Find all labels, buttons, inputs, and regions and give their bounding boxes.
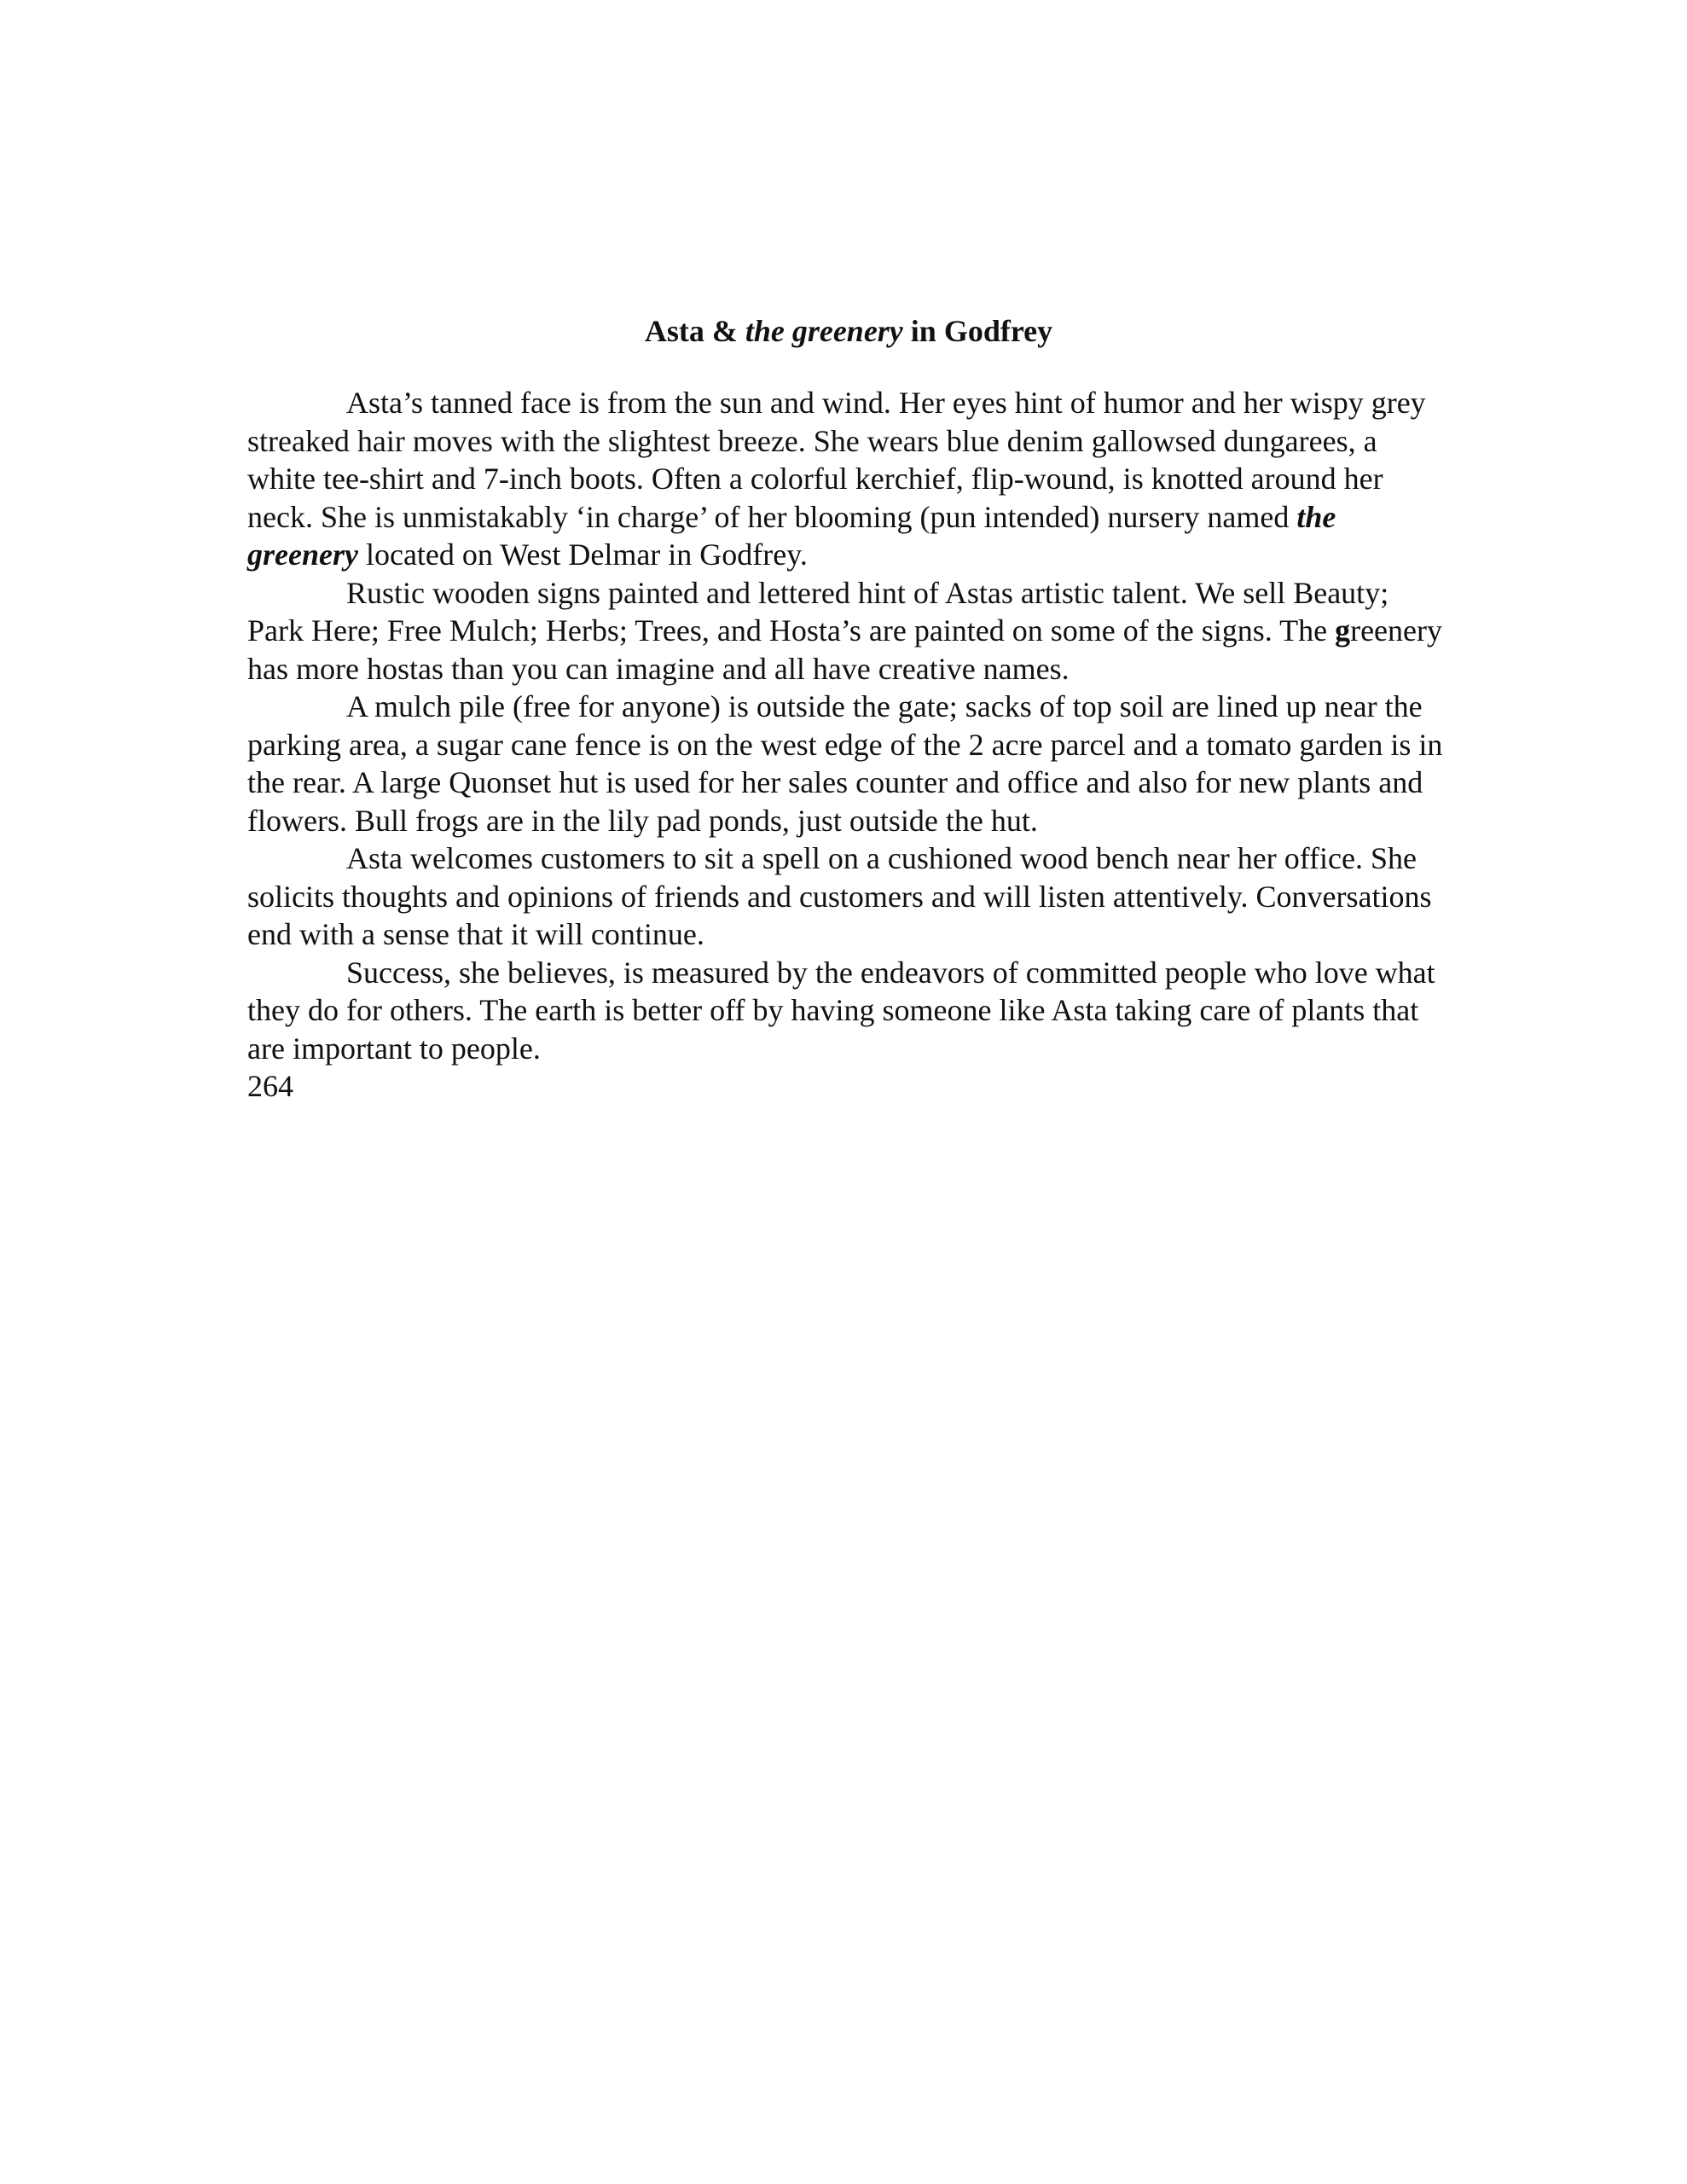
paragraph-1-after: located on West Delmar in Godfrey.	[357, 537, 808, 572]
paragraph-2	[247, 574, 1450, 688]
paragraph-3: A mulch pile (free for anyone) is outside the gate; sacks of top soil are lined up near the parking area, a sugar cane fence is on the west edge of the 2 acre parcel and a tomato garden is in the rear. A large Quonset hut is used for her sales counter and office and also for new plants and flowers. Bull frogs are in the lily pad ponds, just outside the hut.	[247, 689, 1443, 838]
title-part1: Asta &	[644, 314, 745, 348]
title-part3: in Godfrey	[902, 314, 1053, 348]
page-content	[247, 307, 1450, 1106]
page-title	[247, 307, 1450, 355]
paragraph-2-after: reenery has more hostas than you can imagine and all have creative names.	[247, 613, 1443, 686]
title-italic-greenery: the greenery	[745, 314, 903, 348]
paragraph-2-before: Rustic wooden signs painted and lettered hint of Astas artistic talent. We sell Beauty; Park Here; Free Mulch; Herbs; Trees, and Hosta’s are painted on some of the signs. The	[247, 575, 1389, 648]
paragraph-2-bold-letter: g	[1335, 613, 1351, 648]
paragraph-1-before: Asta’s tanned face is from the sun and wind. Her eyes hint of humor and her wispy grey streaked hair moves with the slightest breeze. She wears blue denim gallowsed dungarees, a white tee-shirt and 7-inch boots. Often a colorful kerchief, flip-wound, is knotted around her neck. She is unmistakably ‘in charge’ of her blooming (pun intended) nursery named	[247, 386, 1426, 534]
paragraph-4: Asta welcomes customers to sit a spell on a cushioned wood bench near her office. She solicits thoughts and opinions of friends and customers and will listen attentively. Conversations end with a sense that it will continue.	[247, 841, 1432, 951]
paragraph-1	[247, 384, 1450, 574]
paragraph-1-bold-italic: the greenery	[247, 499, 1336, 572]
paragraph-5: Success, she believes, is measured by the endeavors of committed people who love what they do for others. The earth is better off by having someone like Asta taking care of plants that are important to people.	[247, 955, 1435, 1066]
page-number: 264	[247, 1069, 293, 1103]
